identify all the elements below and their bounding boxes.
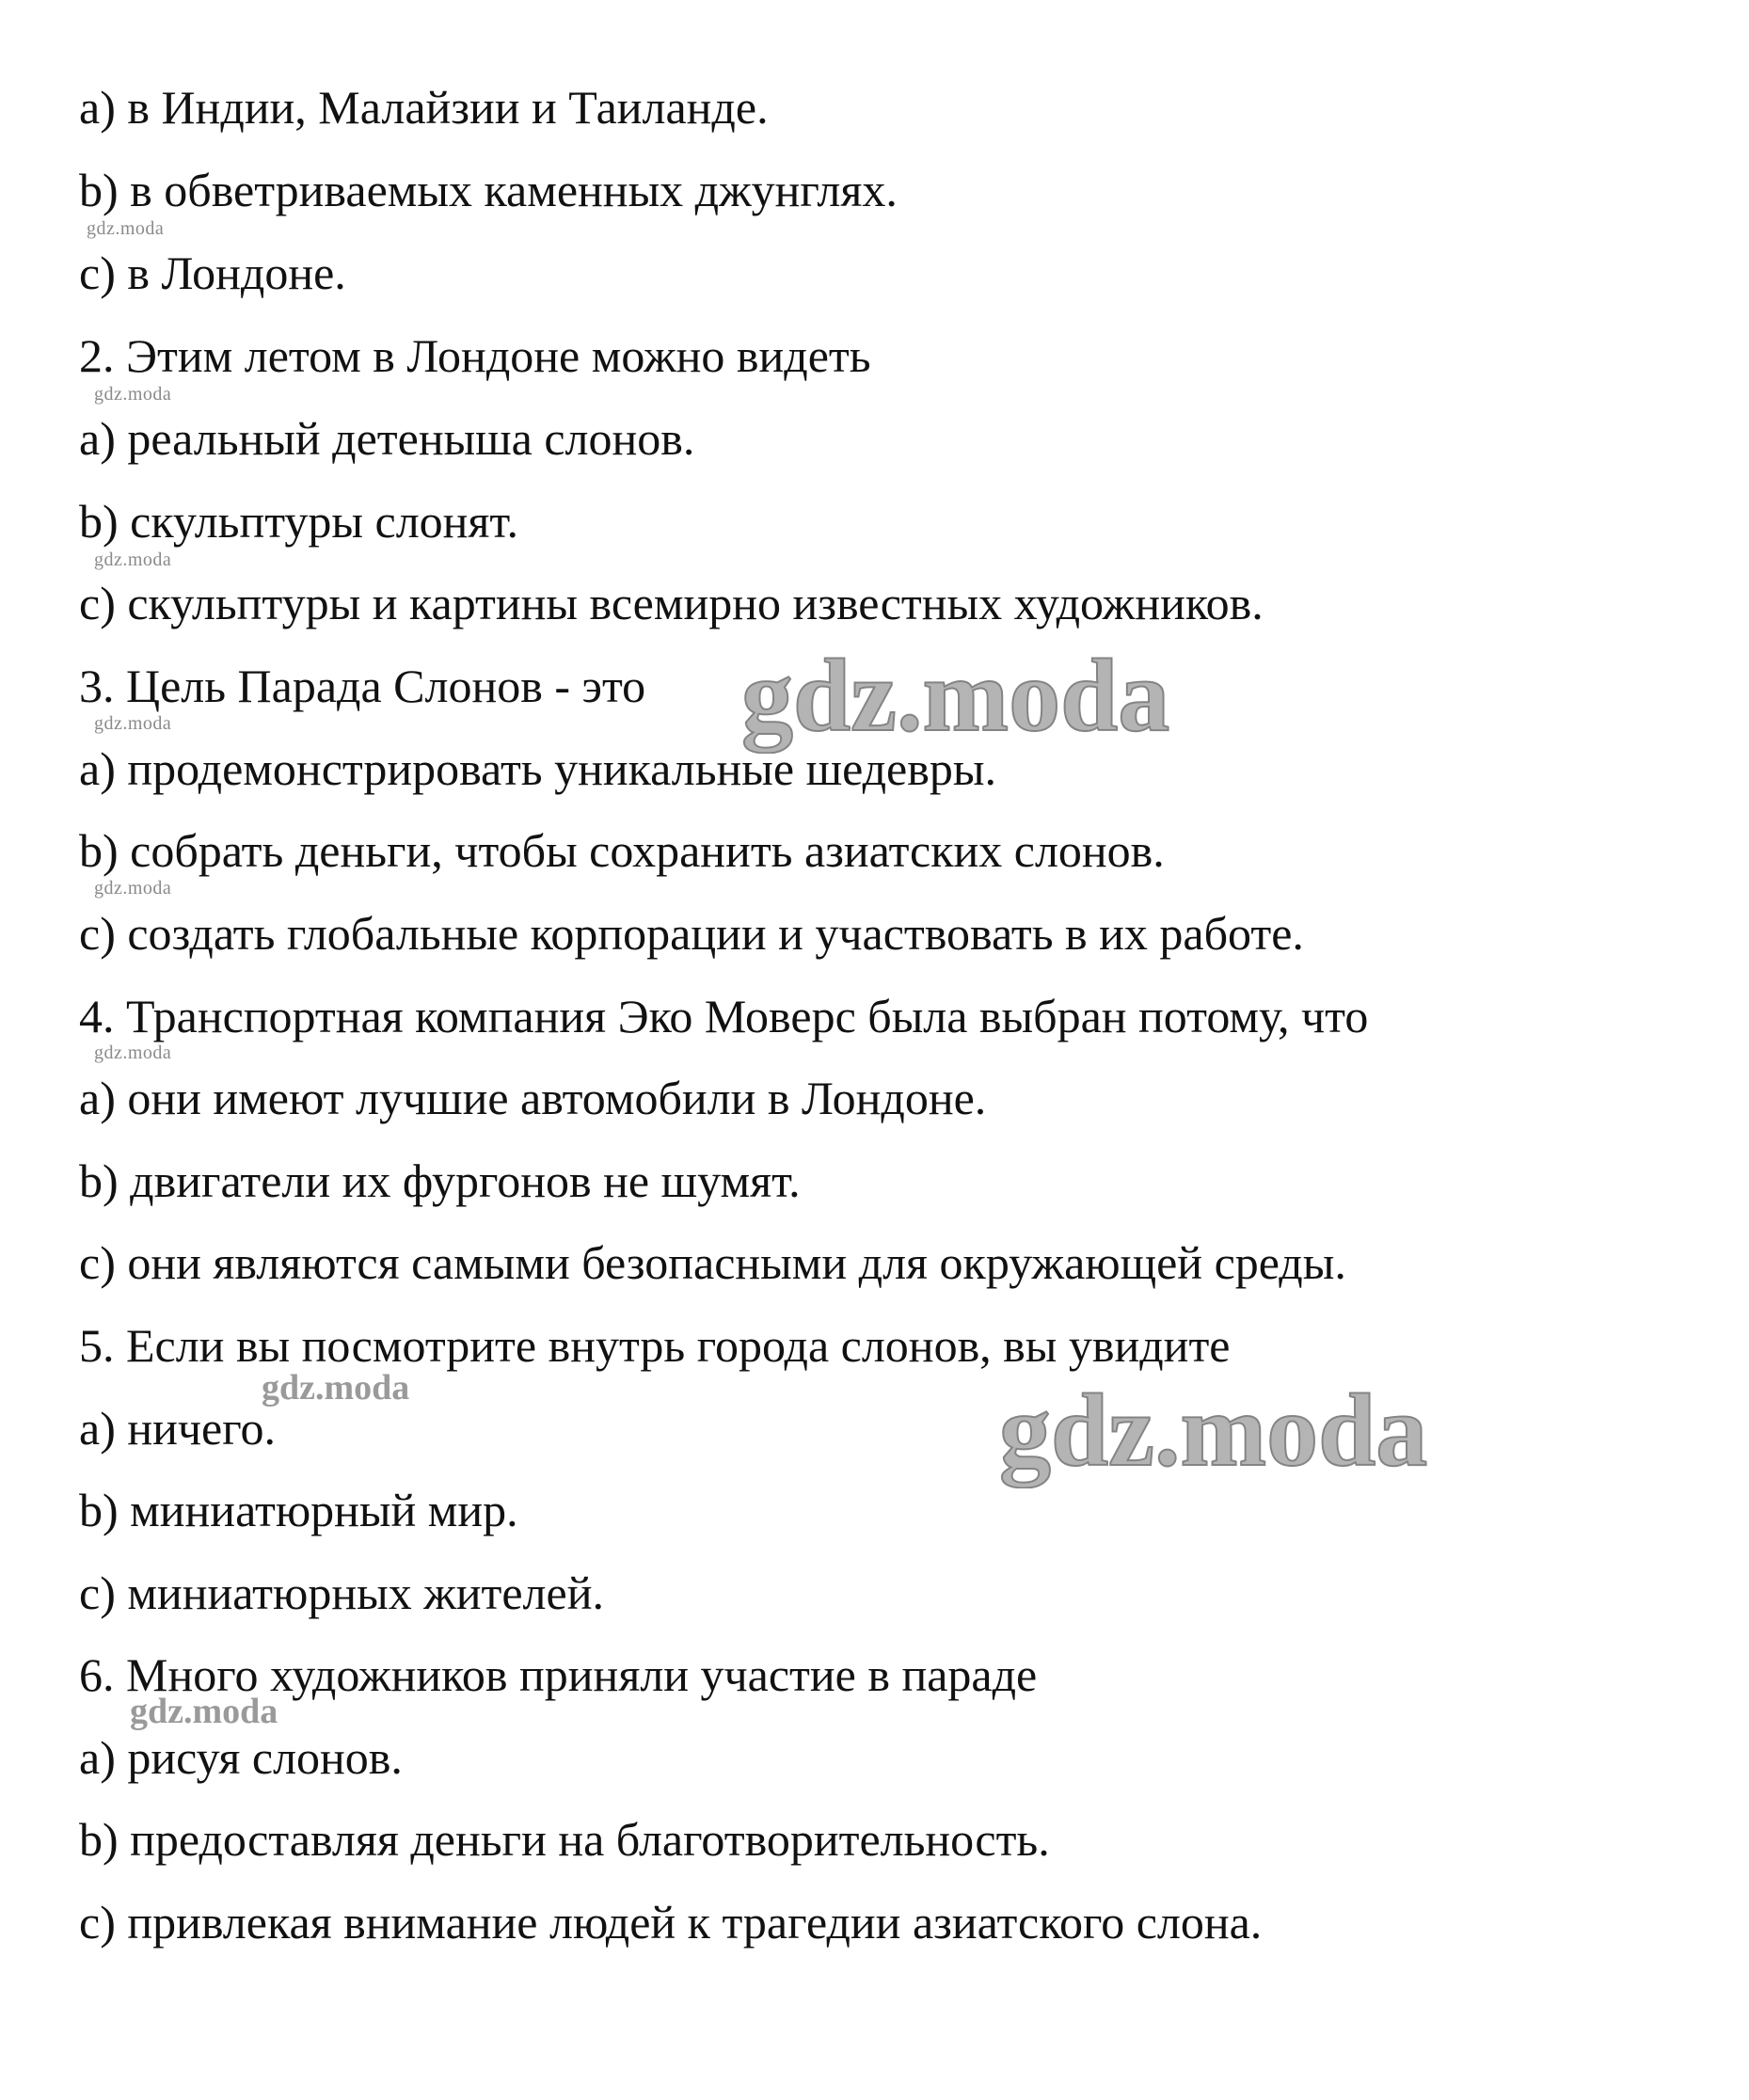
watermark-small: gdz.moda <box>94 384 172 405</box>
answer-line-3a: a) продемонстрировать уникальные шедевры. <box>79 742 996 795</box>
answer-line-4b: b) двигатели их фургонов не шумят. <box>79 1154 801 1207</box>
answer-line-1c: c) в Лондоне. <box>79 247 346 299</box>
answer-line-1b: b) в обветриваемых каменных джунглях. <box>79 164 898 216</box>
watermark-small: gdz.moda <box>94 878 172 899</box>
answer-line-1a: a) в Индии, Малайзии и Таиланде. <box>79 81 769 134</box>
answer-line-2b: b) скульптуры слонят. <box>79 495 519 548</box>
watermark-small: gdz.moda <box>94 549 172 570</box>
answer-line-4a: a) они имеют лучшие автомобили в Лондоне. <box>79 1072 987 1124</box>
question-line-3: 3. Цель Парада Слонов - это <box>79 660 646 712</box>
question-line-2: 2. Этим летом в Лондоне можно видеть <box>79 329 871 382</box>
answer-line-4c: c) они являются самыми безопасными для окружающей среды. <box>79 1236 1346 1289</box>
watermark-medium: gdz.moda <box>262 1368 410 1408</box>
question-line-5: 5. Если вы посмотрите внутрь города слонов, вы увидите <box>79 1319 1231 1372</box>
question-line-4: 4. Транспортная компания Эко Моверс была выбран потому, что <box>79 990 1369 1042</box>
watermark-small: gdz.moda <box>94 713 172 734</box>
answer-line-6a: a) рисуя слонов. <box>79 1731 403 1784</box>
answer-line-6b: b) предоставляя деньги на благотворительность. <box>79 1813 1050 1866</box>
answer-line-5b: b) миниатюрный мир. <box>79 1484 518 1536</box>
watermark-large: gdz.moda <box>999 1373 1428 1488</box>
question-line-6: 6. Много художников приняли участие в параде <box>79 1648 1038 1701</box>
answer-line-2a: a) реальный детеныша слонов. <box>79 412 695 465</box>
answer-line-3c: c) создать глобальные корпорации и участвовать в их работе. <box>79 907 1304 960</box>
answer-line-3b: b) собрать деньги, чтобы сохранить азиатских слонов. <box>79 824 1165 877</box>
watermark-large: gdz.moda <box>741 638 1170 753</box>
answer-line-5c: c) миниатюрных жителей. <box>79 1567 604 1619</box>
answer-line-2c: c) скульптуры и картины всемирно известных художников. <box>79 577 1264 629</box>
answer-line-5a: a) ничего. <box>79 1402 276 1455</box>
watermark-medium: gdz.moda <box>130 1692 278 1731</box>
answer-line-6c: c) привлекая внимание людей к трагедии азиатского слона. <box>79 1896 1263 1949</box>
watermark-small: gdz.moda <box>94 1042 172 1063</box>
watermark-small: gdz.moda <box>87 218 165 239</box>
